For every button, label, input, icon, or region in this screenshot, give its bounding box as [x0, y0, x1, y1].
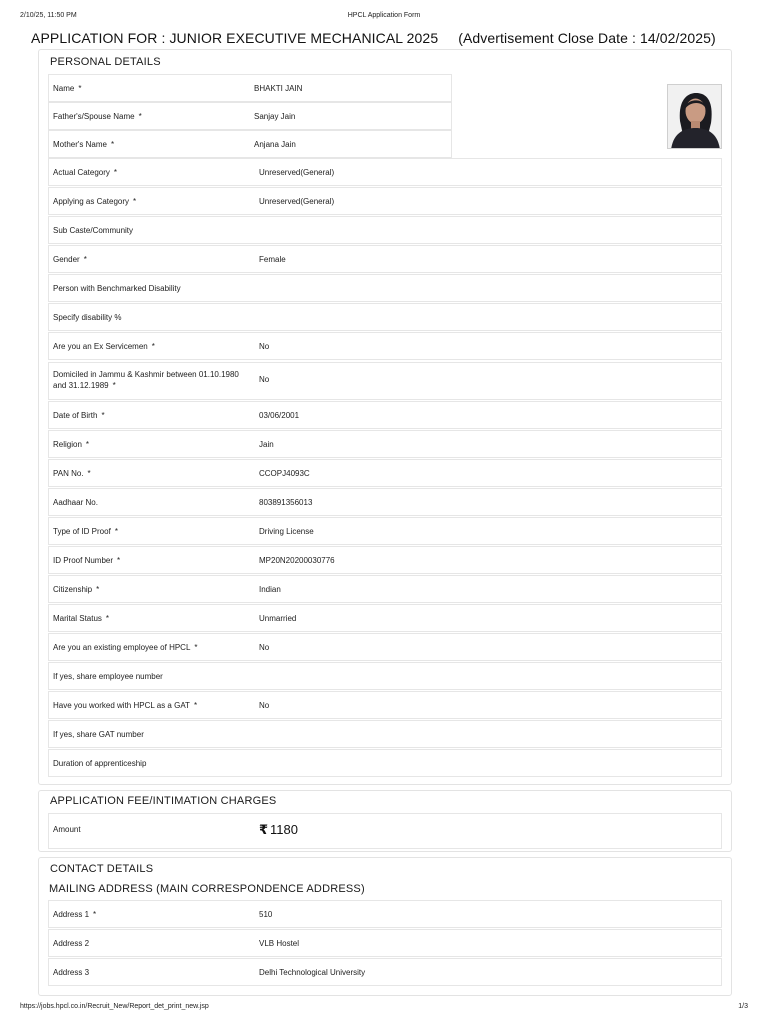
detail-label [53, 254, 243, 265]
detail-value: Jain [259, 440, 274, 449]
detail-value: BHAKTI JAIN [254, 84, 303, 93]
detail-label [53, 497, 243, 508]
detail-row-marital-status [48, 604, 722, 632]
detail-label-text: Citizenship [53, 585, 93, 594]
applicant-photo-image [668, 85, 722, 149]
detail-row-citizenship [48, 575, 722, 603]
fee-amount-row [48, 813, 722, 849]
detail-label-text: Are you an Ex Servicemen [53, 342, 148, 351]
required-asterisk: * [101, 411, 105, 420]
required-asterisk: * [117, 556, 121, 565]
personal-details-title: PERSONAL DETAILS [50, 56, 161, 68]
rupee-icon: ₹ [259, 822, 269, 837]
detail-label [53, 613, 243, 624]
detail-row-aadhaar-no [48, 488, 722, 516]
detail-label-text: Specify disability % [53, 313, 122, 322]
detail-row-father-s-spouse-name [48, 102, 452, 130]
detail-row-domiciled-in-jammu-kashmir-between-01-10 [48, 362, 722, 400]
detail-label [53, 642, 243, 653]
detail-value: 03/06/2001 [259, 411, 300, 420]
detail-row-mother-s-name [48, 130, 452, 158]
print-datetime: 2/10/25, 11:50 PM [20, 12, 77, 19]
detail-label [53, 139, 243, 150]
detail-label-text: Are you an existing employee of HPCL [53, 643, 191, 652]
detail-value: No [259, 701, 270, 710]
detail-label [53, 967, 243, 978]
detail-label [53, 312, 243, 323]
detail-value: Female [259, 255, 286, 264]
detail-row-if-yes-share-employee-number [48, 662, 722, 690]
contact-details-title: CONTACT DETAILS [50, 863, 154, 875]
application-post-title: APPLICATION FOR : JUNIOR EXECUTIVE MECHANICAL 2025 [31, 30, 439, 46]
detail-value: VLB Hostel [259, 939, 300, 948]
detail-value: Anjana Jain [254, 140, 296, 149]
required-asterisk: * [111, 140, 115, 149]
print-footer [20, 1003, 748, 1013]
detail-row-pan-no [48, 459, 722, 487]
required-asterisk: * [133, 197, 137, 206]
required-asterisk: * [112, 381, 116, 390]
required-asterisk: * [138, 112, 142, 121]
detail-label-text: If yes, share GAT number [53, 730, 144, 739]
mailing-address-title: MAILING ADDRESS (MAIN CORRESPONDENCE ADDRESS) [49, 883, 365, 895]
detail-row-type-of-id-proof [48, 517, 722, 545]
detail-label-text: Actual Category [53, 168, 110, 177]
detail-value: Unreserved(General) [259, 197, 335, 206]
detail-value: 803891356013 [259, 498, 313, 507]
detail-value: Unmarried [259, 614, 297, 623]
detail-label [53, 283, 243, 294]
detail-label-text: Religion [53, 440, 82, 449]
detail-row-if-yes-share-gat-number [48, 720, 722, 748]
detail-row-duration-of-apprenticeship [48, 749, 722, 777]
detail-label-text: Mother's Name [53, 140, 107, 149]
print-header [20, 12, 748, 22]
detail-label-text: Address 1 [53, 910, 90, 919]
detail-row-person-with-benchmarked-disability [48, 274, 722, 302]
detail-label-text: Address 2 [53, 939, 90, 948]
required-asterisk: * [85, 440, 90, 449]
required-asterisk: * [113, 168, 118, 177]
detail-label-text: Domiciled in Jammu & Kashmir between 01.10.1980 and 31.12.1989 [53, 370, 239, 390]
detail-label-text: Sub Caste/Community [53, 226, 134, 235]
detail-row-applying-as-category [48, 187, 722, 215]
detail-label-text: PAN No. [53, 469, 84, 478]
detail-label [53, 938, 243, 949]
required-asterisk: * [96, 585, 100, 594]
detail-value: CCOPJ4093C [259, 469, 310, 478]
detail-value: MP20N20200030776 [259, 556, 335, 565]
application-title [31, 30, 751, 46]
detail-row-are-you-an-existing-employee-of-hpcl [48, 633, 722, 661]
print-page-number: 1/3 [738, 1003, 748, 1010]
detail-row-specify-disability [48, 303, 722, 331]
detail-label-text: Duration of apprenticeship [53, 759, 147, 768]
detail-label-text: Aadhaar No. [53, 498, 98, 507]
detail-row-address-2 [48, 929, 722, 957]
detail-label [53, 555, 243, 566]
detail-row-id-proof-number [48, 546, 722, 574]
fee-amount-value [259, 822, 298, 838]
detail-label [53, 584, 243, 595]
detail-value: No [259, 342, 270, 351]
required-asterisk: * [78, 84, 82, 93]
detail-label [53, 468, 243, 479]
detail-row-address-1 [48, 900, 722, 928]
required-asterisk: * [87, 469, 91, 478]
print-page-title: HPCL Application Form [347, 12, 421, 19]
detail-label [53, 83, 243, 94]
detail-row-sub-caste-community [48, 216, 722, 244]
required-asterisk: * [194, 643, 198, 652]
detail-value: Sanjay Jain [254, 112, 296, 121]
detail-row-religion [48, 430, 722, 458]
detail-label-text: Have you worked with HPCL as a GAT [53, 701, 190, 710]
required-asterisk: * [105, 614, 110, 623]
required-asterisk: * [114, 527, 118, 536]
detail-label [53, 341, 243, 352]
detail-label-text: Address 3 [53, 968, 90, 977]
detail-row-date-of-birth [48, 401, 722, 429]
detail-value: 510 [259, 910, 273, 919]
fee-amount-label: Amount [53, 825, 81, 834]
detail-label-text: Father's/Spouse Name [53, 112, 135, 121]
detail-label [53, 369, 243, 391]
detail-label-text: If yes, share employee number [53, 672, 163, 681]
detail-label-text: Type of ID Proof [53, 527, 111, 536]
required-asterisk: * [193, 701, 198, 710]
detail-label [53, 225, 243, 236]
detail-value: Delhi Technological University [259, 968, 366, 977]
detail-row-have-you-worked-with-hpcl-as-a-gat [48, 691, 722, 719]
detail-value: Indian [259, 585, 281, 594]
advertisement-close-date: (Advertisement Close Date : 14/02/2025) [458, 30, 716, 46]
detail-value: Unreserved(General) [259, 168, 335, 177]
detail-row-name [48, 74, 452, 102]
application-fee-title: APPLICATION FEE/INTIMATION CHARGES [50, 795, 277, 807]
detail-label [53, 729, 243, 740]
detail-value: No [259, 643, 270, 652]
detail-label [53, 671, 243, 682]
detail-label [53, 196, 243, 207]
detail-label [53, 111, 243, 122]
detail-label [53, 526, 243, 537]
detail-label [53, 909, 243, 920]
applicant-photo [667, 84, 722, 149]
detail-label-text: Gender [53, 255, 80, 264]
detail-label-text: Name [53, 84, 75, 93]
detail-value: Driving License [259, 527, 314, 536]
required-asterisk: * [151, 342, 155, 351]
fee-amount: 1180 [270, 822, 299, 837]
detail-label-text: Date of Birth [53, 411, 98, 420]
detail-label-text: ID Proof Number [53, 556, 114, 565]
detail-label-text: Marital Status [53, 614, 102, 623]
required-asterisk: * [93, 910, 97, 919]
detail-row-are-you-an-ex-servicemen [48, 332, 722, 360]
detail-row-address-3 [48, 958, 722, 986]
detail-label-text: Person with Benchmarked Disability [53, 284, 181, 293]
required-asterisk: * [83, 255, 87, 264]
detail-label [53, 439, 243, 450]
detail-value: No [259, 375, 270, 384]
detail-label [53, 758, 243, 769]
detail-row-gender [48, 245, 722, 273]
detail-label [53, 167, 243, 178]
detail-row-actual-category [48, 158, 722, 186]
detail-label-text: Applying as Category [53, 197, 130, 206]
detail-label [53, 700, 243, 711]
detail-label [53, 410, 243, 421]
print-url: https://jobs.hpcl.co.in/Recruit_New/Report_det_print_new.jsp [20, 1003, 209, 1010]
